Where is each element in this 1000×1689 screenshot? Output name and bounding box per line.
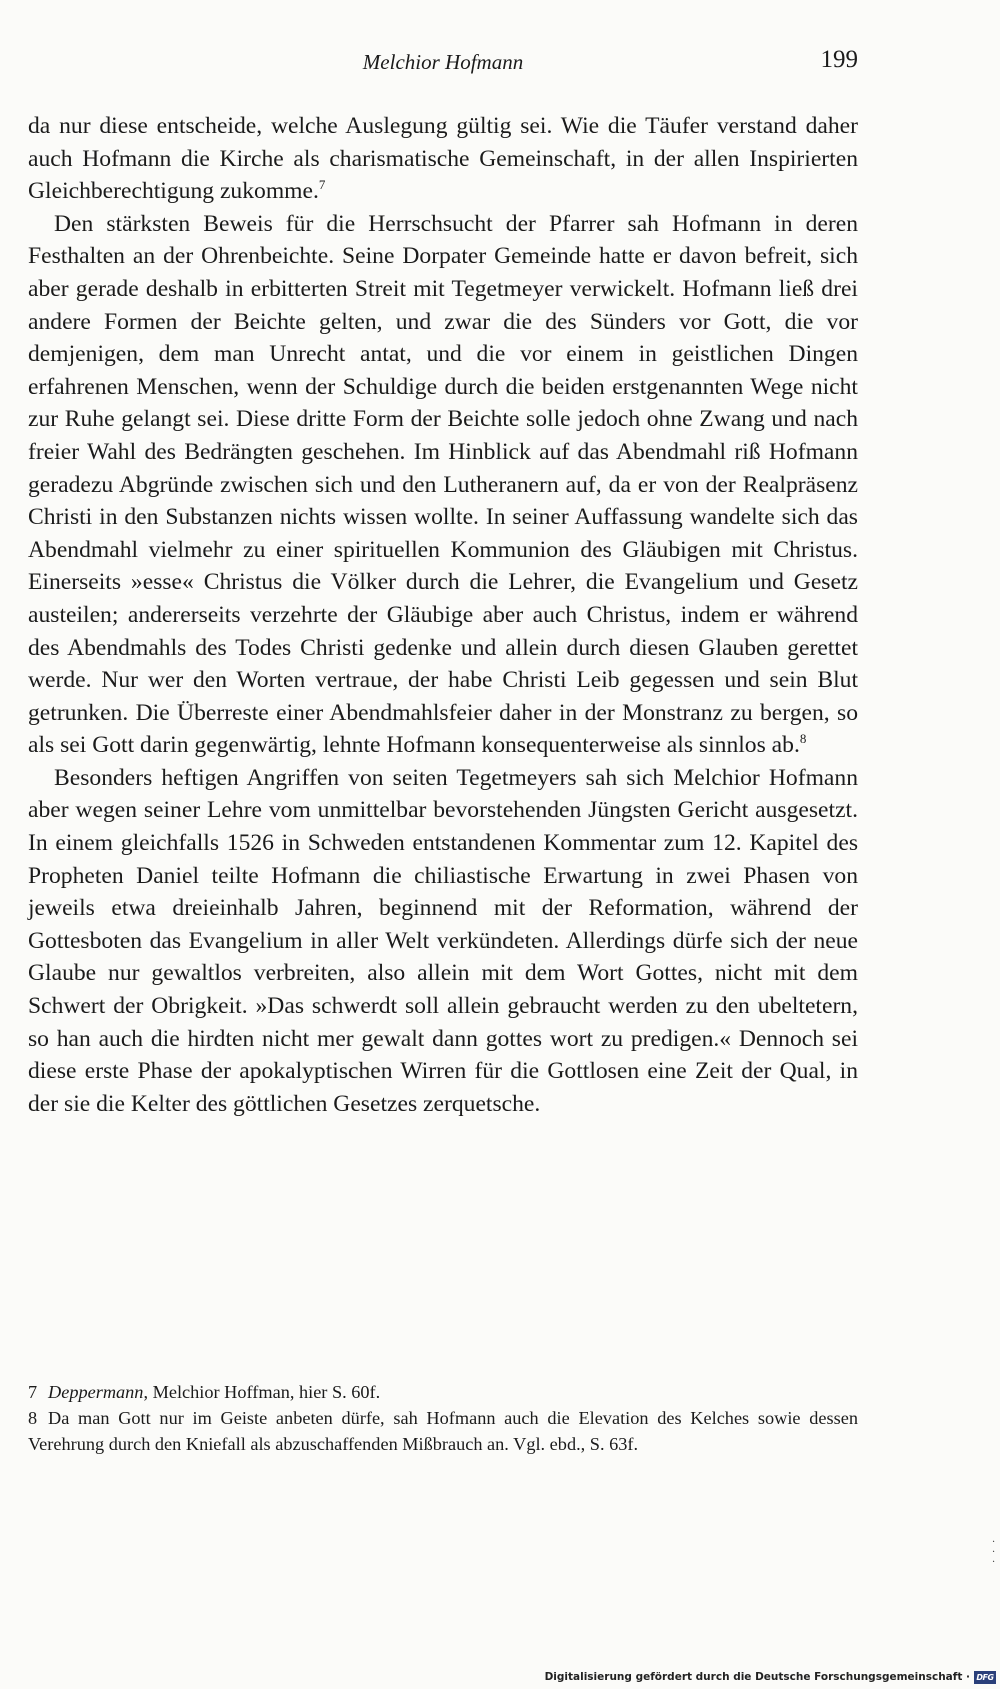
paragraph-text: da nur diese entscheide, welche Auslegung gültig sei. Wie die Täufer verstand daher auch Hofmann die Kirche als charismatische Gemeinschaft, in der allen Inspirierten Gleichberechtigung zukomme.	[28, 113, 858, 205]
paragraph-1	[28, 110, 858, 208]
dfg-logo-icon: DFG	[974, 1671, 996, 1684]
body-text	[28, 110, 858, 1120]
page-header	[28, 46, 858, 82]
footnote-author: Deppermann	[48, 1382, 144, 1402]
footnote-7	[28, 1379, 858, 1405]
footnotes	[28, 1379, 858, 1457]
margin-marks: · · ·	[992, 1537, 996, 1568]
paragraph-text: Besonders heftigen Angriffen von seiten Tegetmeyers sah sich Melchior Hofmann aber wegen seiner Lehre vom unmittelbar bevorstehenden Jüngsten Gericht ausgesetzt. In einem gleichfalls 1526 in Schweden entstandenen Kommentar zum 12. Kapitel des Propheten Daniel teilte Hofmann die chiliastische Erwartung in zwei Phasen von jeweils etwa dreieinhalb Jahren, beginnend mit der Reformation, während der Gottesboten das Evangelium in aller Welt verkündeten. Allerdings dürfe sich der neue Glaube nur gewaltlos verbreiten, also allein mit dem Wort Gottes, nicht mit dem Schwert der Obrigkeit. »Das schwerdt soll allein gebraucht werden zu den ubeltetern, so han auch die hirdten nicht mer gewalt dann gottes wort zu predigen.« Dennoch sei diese erste Phase der apokalyptischen Wirren für die Gottlosen eine Zeit der Qual, in der sie die Kelter des göttlichen Gesetzes zerquetsche.	[28, 764, 858, 1117]
footnote-text: Da man Gott nur im Geiste anbeten dürfe, sah Hofmann auch die Elevation des Kelches sowie dessen Verehrung durch den Kniefall als abzuschaffenden Mißbrauch an. Vgl. ebd., S. 63f.	[28, 1408, 858, 1454]
digitization-credit	[545, 1669, 996, 1685]
footnote-8	[28, 1405, 858, 1457]
paragraph-3	[28, 762, 858, 1121]
paragraph-text: Den stärksten Beweis für die Herrschsucht der Pfarrer sah Hofmann in deren Festhalten an der Ohrenbeichte. Seine Dorpater Gemeinde hatte er davon befreit, sich aber gerade deshalb in erbitterten Streit mit Tegetmeyer verwickelt. Hofmann ließ drei andere Formen der Beichte gelten, und zwar die des Sünders vor Gott, die vor demjenigen, dem man Unrecht antat, und die vor einem in geistlichen Dingen erfahrenen Menschen, wenn der Schuldige durch die beiden erstgenannten Wege nicht zur Ruhe gelangt sei. Diese dritte Form der Beichte solle jedoch ohne Zwang und nach freier Wahl des Bedrängten geschehen. Im Hinblick auf das Abendmahl riß Hofmann geradezu Abgründe zwischen sich und den Lutheranern auf, da er von der Realpräsenz Christi in den Substanzen nichts wissen wollte. In seiner Auffassung wandelte sich das Abendmahl vielmehr zu einer spirituellen Kommunion des Gläubigen mit Christus. Einerseits »esse« Christus die Völker durch die Lehrer, die Evangelium und Gesetz austeilen; andererseits verzehrte der Gläubige aber auch Christus, indem er während des Abendmahls des Todes Christi gedenke und allein durch diesen Glauben gerettet werde. Nur wer den Worten vertraue, der habe Christi Leib gegessen und sein Blut getrunken. Die Überreste einer Abendmahlsfeier daher in der Monstranz zu bergen, so als sei Gott darin gegenwärtig, lehnte Hofmann konsequenterweise als sinnlos ab.	[28, 210, 858, 759]
footnote-text: , Melchior Hoffman, hier S. 60f.	[143, 1382, 381, 1402]
footnote-ref-7[interactable]: 7	[318, 177, 326, 193]
footnote-number: 8	[28, 1408, 38, 1428]
paragraph-2	[28, 208, 858, 762]
footnote-number: 7	[28, 1382, 38, 1402]
page-number: 199	[820, 46, 858, 73]
footnote-ref-8[interactable]: 8	[799, 731, 807, 747]
running-title: Melchior Hofmann	[362, 50, 524, 74]
credit-text: Digitalisierung gefördert durch die Deutsche Forschungsgemeinschaft ·	[544, 1671, 970, 1683]
